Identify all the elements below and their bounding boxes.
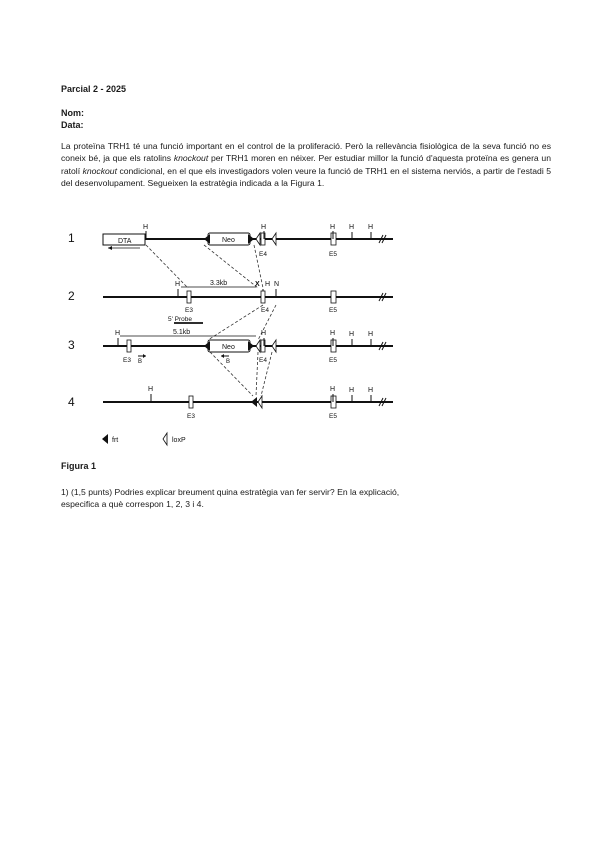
neo-label-r3: Neo xyxy=(222,344,235,351)
row-label-4: 4 xyxy=(68,395,75,409)
distance-3-3kb: 3.3kb xyxy=(210,280,228,287)
exon-e3-label-r4: E3 xyxy=(187,413,195,420)
row-3-targeted-allele xyxy=(103,329,393,365)
exon-e3-label-r3: E3 xyxy=(123,357,131,364)
row-4-deleted-allele xyxy=(103,386,393,420)
exon-e4-label-r3: E4 xyxy=(259,357,267,364)
exon-e3-label-r2: E3 xyxy=(185,307,193,314)
site-h-r4-c: H xyxy=(349,387,355,394)
exon-e5-label-r2: E5 xyxy=(329,307,337,314)
figure-caption: Figura 1 xyxy=(61,461,97,471)
site-x: X xyxy=(255,281,260,288)
row-label-1: 1 xyxy=(68,231,75,245)
figure-1 xyxy=(58,212,418,457)
site-h-r3-b: H xyxy=(261,330,267,337)
dta-label: DTA xyxy=(118,238,132,245)
exon-e4-label-r2: E4 xyxy=(261,307,269,314)
exon-e3-box xyxy=(189,396,193,408)
frt-site-icon xyxy=(204,341,210,351)
loxp-site-icon xyxy=(272,233,276,245)
frt-legend-icon xyxy=(102,434,108,444)
neo-label: Neo xyxy=(222,237,235,244)
loxp-site-icon xyxy=(272,340,276,352)
exon-e4-label-r1: E4 xyxy=(259,251,267,258)
homology-lines-1-2 xyxy=(146,245,263,288)
site-h-r4-d: H xyxy=(368,387,374,394)
question-line-2: especifica a què correspon 1, 2, 3 i 4. xyxy=(61,499,204,510)
site-h-r1-c: H xyxy=(330,224,336,231)
site-h-r3-e: H xyxy=(368,331,374,338)
loxp-legend-icon xyxy=(163,433,167,445)
intro-paragraph xyxy=(61,140,551,190)
site-h-r1-a: H xyxy=(143,224,149,231)
frt-site-icon xyxy=(248,341,254,351)
primer-label: B xyxy=(138,359,143,365)
frt-site-icon xyxy=(251,397,257,407)
site-h-r4-a: H xyxy=(148,386,154,393)
site-h-r1-b: H xyxy=(261,224,267,231)
row-2-locus xyxy=(103,280,393,323)
primer-label-2: B xyxy=(226,359,231,365)
figure-legend xyxy=(102,433,186,445)
knockout-term-2: knockout xyxy=(82,165,117,176)
legend-frt: frt xyxy=(112,437,119,444)
exon-e3-box xyxy=(187,291,191,303)
site-h-r1-d: H xyxy=(349,224,355,231)
name-label: Nom: xyxy=(61,108,84,118)
frt-site-icon xyxy=(248,234,254,244)
question-line-1: 1) (1,5 punts) Podries explicar breument quina estratègia van fer servir? En la explicació, xyxy=(61,487,400,497)
site-h-r3-c: H xyxy=(330,330,336,337)
probe-label: 5' Probe xyxy=(168,316,193,323)
primer-arrow-icon xyxy=(221,354,224,358)
site-h-r2-b: H xyxy=(265,281,271,288)
site-h-r4-b: H xyxy=(330,386,336,393)
frt-site-icon xyxy=(204,234,210,244)
site-h-r3-a: H xyxy=(115,330,121,337)
row-label-2: 2 xyxy=(68,289,75,303)
site-n: N xyxy=(274,281,280,288)
loxp-site-icon xyxy=(258,396,262,408)
exon-e4-box xyxy=(261,291,265,303)
intro-text-1: La proteïna TRH1 té una funció important en el control de la proliferació. Però la rellevància fisiològica de la seva funció no es coneix bé, ja que els ratolins xyxy=(61,141,551,164)
primer-arrow-icon xyxy=(143,354,146,358)
site-h-r3-d: H xyxy=(349,331,355,338)
exon-e5-label-r3: E5 xyxy=(329,357,337,364)
date-label: Data: xyxy=(61,120,84,130)
exon-e5-label-r1: E5 xyxy=(329,251,337,258)
question-1 xyxy=(61,486,481,511)
site-h-r1-e: H xyxy=(368,224,374,231)
site-h-r2-a: H xyxy=(175,281,181,288)
loxp-site-icon xyxy=(256,233,260,245)
exon-e5-label-r4: E5 xyxy=(329,413,337,420)
loxp-site-icon xyxy=(256,340,260,352)
knockout-term: knockout xyxy=(173,153,209,164)
exam-title: Parcial 2 - 2025 xyxy=(61,84,127,94)
exon-e5-box xyxy=(331,291,336,303)
row-1-construct xyxy=(103,224,393,258)
exon-e3-box xyxy=(127,340,131,352)
intro-text-3: condicional, en el que els investigadors volen veure la funció de TRH1 en el sistema nerviós, a partir de l'estadi 5 del desenvolupament. Segueixen la estratègia indicada a la Figura 1. xyxy=(61,165,551,189)
row-label-3: 3 xyxy=(68,338,75,352)
intro-text-2: per TRH1 moren en néixer. Per estudiar millor la funció d'aquesta proteïna es genera un ratolí xyxy=(61,153,551,176)
distance-5-1kb: 5.1kb xyxy=(173,329,191,336)
legend-loxp: loxP xyxy=(172,437,186,444)
